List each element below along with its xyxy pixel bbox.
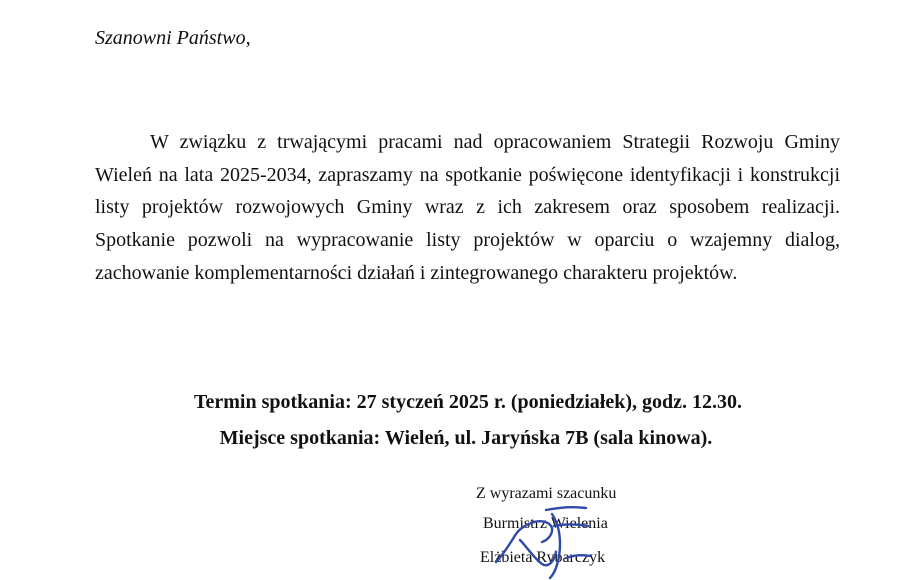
- salutation: Szanowni Państwo,: [95, 27, 251, 49]
- invitation-paragraph: W związku z trwającymi pracami nad opracowaniem Strategii Rozwoju Gminy Wieleń na lata 2025-2034, zapraszamy na spotkanie poświęcone identyfikacji i konstrukcji listy projektów rozwojowych Gminy wraz z ich zakresem oraz sposobem realizacji. Spotkanie pozwoli na wypracowanie listy projektów w oparciu o wzajemny dialog, zachowanie komplementarności działań i zintegrowanego charakteru projektów.: [95, 131, 840, 284]
- signer-title: Burmistrz Wielenia: [483, 515, 608, 532]
- closing-regards: Z wyrazami szacunku: [476, 485, 617, 502]
- meeting-place: Miejsce spotkania: Wieleń, ul. Jaryńska 7B (sala kinowa).: [219, 427, 713, 449]
- handwritten-signature: [490, 500, 600, 580]
- meeting-term: Termin spotkania: 27 styczeń 2025 r. (poniedziałek), godz. 12.30.: [194, 391, 742, 413]
- signer-name: Elżbieta Rybarczyk: [480, 549, 606, 566]
